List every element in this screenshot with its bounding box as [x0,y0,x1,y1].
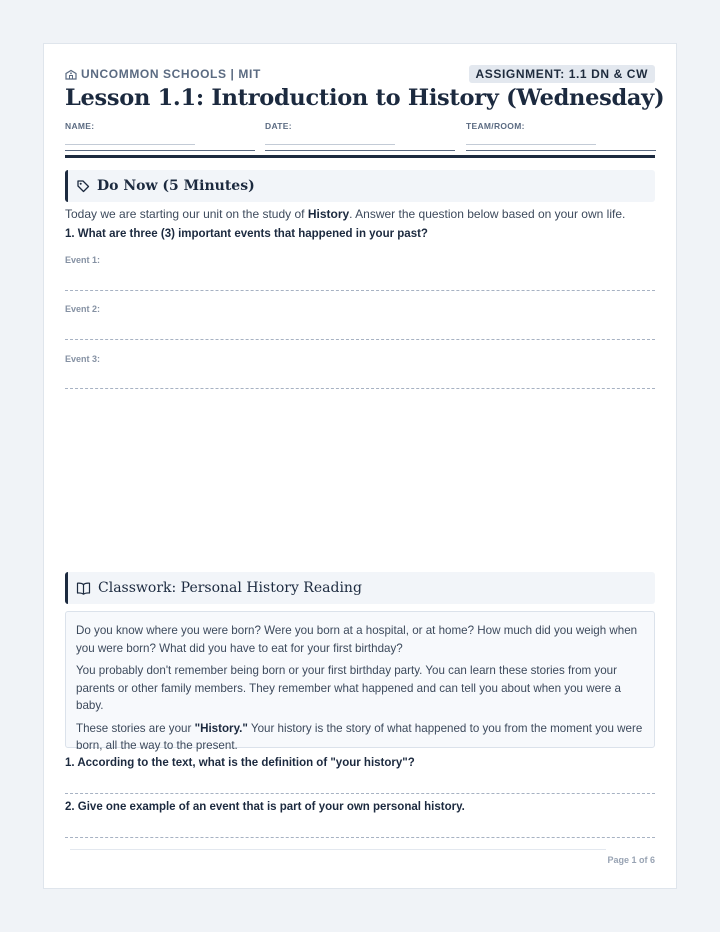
event-3-answer-line[interactable] [65,388,655,389]
page-title: Lesson 1.1: Introduction to History (Wednesday) [65,85,665,111]
reading-paragraph-1: Do you know where you were born? Were you born at a hospital, or at home? How much did you weigh when you were born? What did you have to eat for your first birthday? [76,624,638,655]
classwork-title: Classwork: Personal History Reading [98,580,362,596]
classwork-header [65,572,655,604]
assignment-badge: ASSIGNMENT: 1.1 DN & CW [469,65,655,83]
classwork-answer-line-1[interactable] [65,793,655,794]
event-2-answer-line[interactable] [65,339,655,340]
date-field-guide [265,144,395,145]
team-room-field-line [466,150,656,151]
school-label [65,67,261,81]
open-book-icon [76,582,91,595]
team-room-field-label: TEAM/ROOM: [466,121,525,131]
do-now-question: 1. What are three (3) important events that happened in your past? [65,228,428,240]
event-3-label: Event 3: [65,354,101,364]
name-field-guide [65,144,195,145]
tag-pencil-icon [76,179,90,193]
event-1-answer-line[interactable] [65,290,655,291]
page-number: Page 1 of 6 [607,855,655,865]
footer-divider [70,849,606,850]
school-building-icon [65,68,77,80]
classwork-answer-line-2[interactable] [65,837,655,838]
do-now-title: Do Now (5 Minutes) [97,178,255,194]
name-field-label: NAME: [65,121,95,131]
name-field-line [65,150,255,151]
name-field[interactable] [65,121,255,151]
date-field-line [265,150,455,151]
team-room-field[interactable] [466,121,656,151]
worksheet-page [43,43,677,889]
classwork-question-2: 2. Give one example of an event that is part of your own personal history. [65,801,465,813]
do-now-header [65,170,655,202]
student-fields [65,121,655,151]
date-field-label: DATE: [265,121,292,131]
do-now-intro: Today we are starting our unit on the study of History. Answer the question below based on your own life. [65,207,626,221]
header-top [65,65,655,83]
event-2-label: Event 2: [65,304,101,314]
reading-paragraph-2: You probably don't remember being born or your first birthday party. You can learn these stories from your parents or other family members. They remember what happened and can tell you about when you were a baby. [76,664,621,712]
school-name: UNCOMMON SCHOOLS | MIT [81,67,261,81]
event-1-label: Event 1: [65,255,101,265]
date-field[interactable] [265,121,455,151]
team-room-field-guide [466,144,596,145]
reading-paragraph-3: These stories are your "History." Your history is the story of what happened to you from the moment you were born, all the way to the present. [76,721,643,752]
header-divider [65,155,655,158]
classwork-question-1: 1. According to the text, what is the definition of "your history"? [65,757,415,769]
reading-passage [65,611,655,752]
